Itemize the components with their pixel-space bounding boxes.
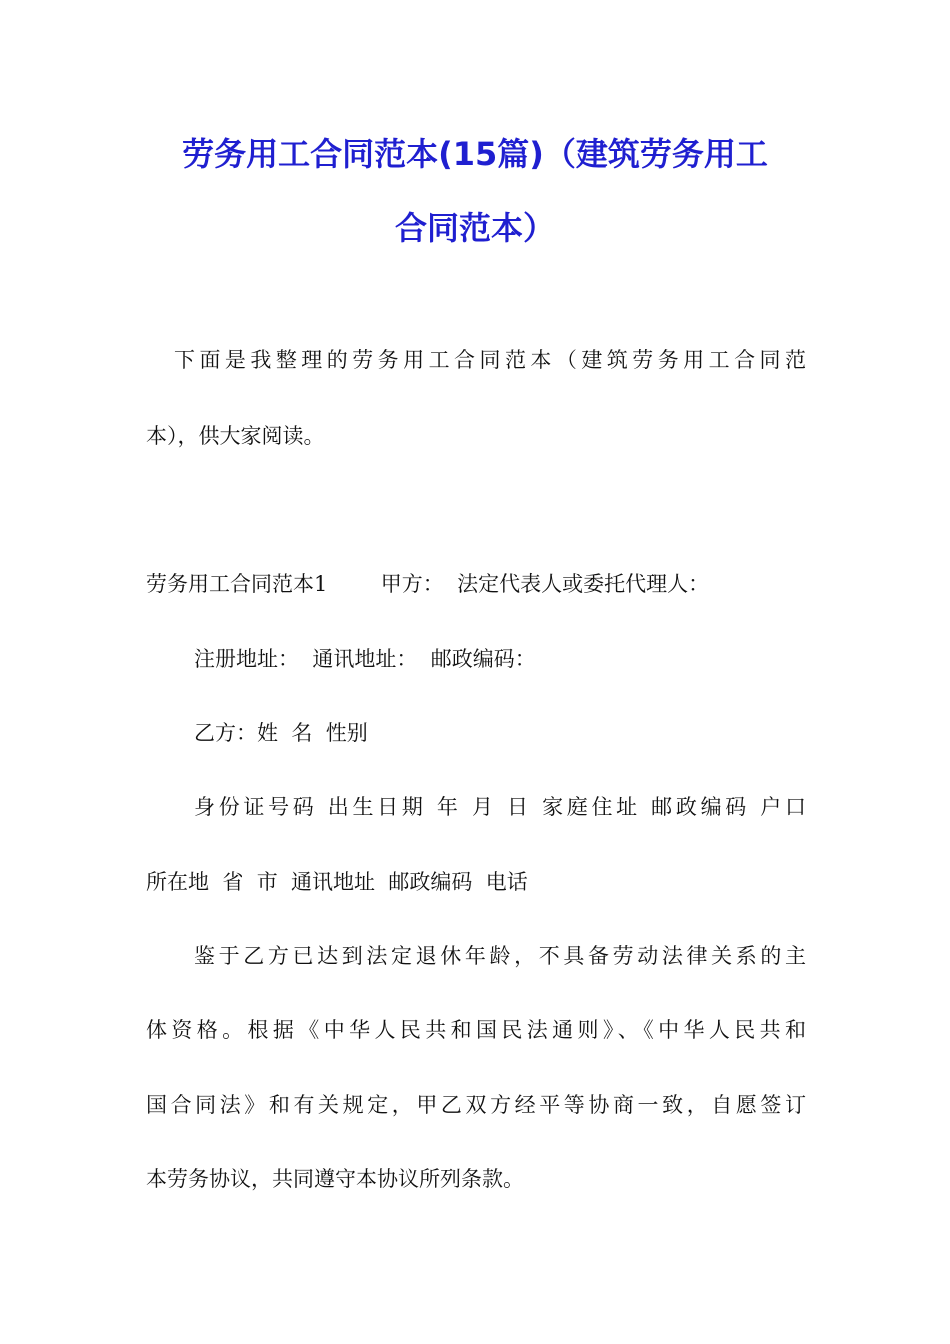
party-b-info-line-1: 身份证号码 出生日期 年 月 日 家庭住址 邮政编码 户口	[194, 795, 806, 819]
intro-paragraph-line-1: 下面是我整理的劳务用工合同范本（建筑劳务用工合同范	[174, 348, 806, 372]
preamble-line-1: 鉴于乙方已达到法定退休年龄，不具备劳动法律关系的主	[194, 944, 806, 968]
party-b-name-line: 乙方：姓 名 性别	[194, 721, 368, 745]
preamble-line-4: 本劳务协议，共同遵守本协议所列条款。	[146, 1167, 524, 1191]
party-a-address-line: 注册地址： 通讯地址： 邮政编码：	[194, 647, 536, 671]
intro-paragraph-line-2: 本），供大家阅读。	[146, 424, 325, 448]
preamble-line-2: 体资格。根据《中华人民共和国民法通则》、《中华人民共和	[146, 1018, 806, 1042]
document-title-line-2: 合同范本）	[394, 209, 555, 247]
document-title-line-1: 劳务用工合同范本(15篇)（建筑劳务用工	[182, 135, 768, 173]
section1-header: 劳务用工合同范本1 甲方： 法定代表人或委托代理人：	[146, 572, 710, 596]
party-b-info-line-2: 所在地 省 市 通讯地址 邮政编码 电话	[146, 870, 528, 894]
preamble-line-3: 国合同法》和有关规定，甲乙双方经平等协商一致，自愿签订	[146, 1093, 806, 1117]
